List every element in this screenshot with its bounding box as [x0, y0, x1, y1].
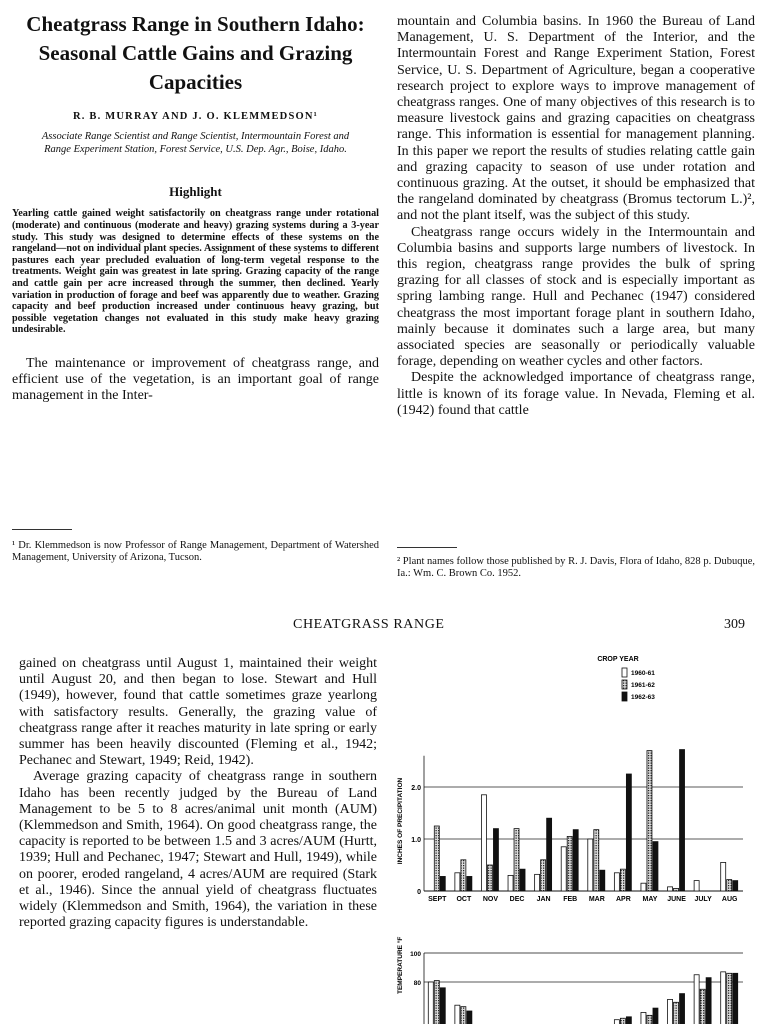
figure-charts	[388, 640, 768, 1024]
y-tick-label: 1.0	[411, 837, 421, 844]
temp-bar	[461, 1007, 466, 1024]
precip-bar	[514, 829, 519, 891]
x-tick-label: MAY	[642, 896, 658, 903]
precip-bar	[626, 774, 631, 891]
x-tick-label: NOV	[482, 896, 499, 903]
precip-bar	[455, 873, 460, 891]
precip-bar	[547, 818, 552, 891]
intro-paragraph: The maintenance or improvement of cheatgrass range, and efficient use of the vegetation, is an important goal of range management in the Inter-	[12, 355, 379, 404]
y-tick-label: 2.0	[411, 785, 421, 792]
temp-bar	[614, 1020, 619, 1024]
temp-bar	[706, 978, 711, 1024]
temp-y-tick-label: 100	[410, 951, 421, 958]
precip-bar	[493, 829, 498, 891]
legend-label: 1960-61	[631, 670, 655, 677]
precip-bar	[727, 880, 732, 891]
temp-bar	[668, 999, 673, 1024]
temp-y-tick-label: 80	[413, 980, 421, 987]
footnote-2: ² Plant names follow those published by R. J. Davis, Flora of Idaho, 828 p. Dubuque, Ia.: Wm. C. Brown Co. 1952.	[397, 556, 755, 579]
temp-bar	[647, 1015, 652, 1024]
temp-bar	[680, 994, 685, 1024]
x-tick-label: JUNE	[667, 896, 686, 903]
legend-title: CROP YEAR	[597, 656, 639, 663]
x-tick-label: JAN	[536, 896, 551, 903]
temp-bar	[467, 1011, 472, 1024]
temp-bar	[455, 1005, 460, 1024]
x-tick-label: JULY	[694, 896, 712, 903]
legend-swatch	[622, 692, 627, 701]
temp-bar	[733, 973, 738, 1024]
footnote-rule	[12, 529, 72, 530]
temp-bar	[641, 1012, 646, 1024]
article-title: Cheatgrass Range in Southern Idaho: Seasonal Cattle Gains and Grazing Capacities	[26, 12, 365, 94]
temp-bar	[434, 981, 439, 1024]
precip-bar	[520, 869, 525, 891]
precip-bar	[508, 875, 513, 891]
x-tick-label: DEC	[509, 896, 525, 903]
precip-bar	[668, 887, 673, 891]
precip-bar	[614, 873, 619, 891]
temp-bar	[620, 1018, 625, 1024]
legend-label: 1961-62	[631, 682, 655, 689]
x-tick-label: FEB	[563, 896, 578, 903]
precip-bar	[567, 836, 572, 891]
highlight-heading: Highlight	[169, 184, 222, 200]
temp-bar	[694, 975, 699, 1024]
affiliation: Associate Range Scientist and Range Scientist, Intermountain Forest and Range Experiment Station, Forest Service, U.S. Dep. Agr., Boise, Idaho.	[41, 131, 350, 156]
y-axis-label: INCHES OF PRECIPITATION	[397, 777, 404, 865]
lower-left-column	[19, 656, 377, 931]
highlight-text: Yearling cattle gained weight satisfactorily on cheatgrass range under rotational (moderate) and continuous (moderate and heavy) grazing systems during a 3-year study. This study was designed to determine effects of these systems on the rangeland—not on individual plant species. Assignment of these systems to different pastures each year precluded evaluation of long-term vegetal response to the treatments. Weight gain was greatest in late spring. Grazing capacity of the range and cattle gain per acre increased through the summer, then declined. Yearly variation in production of forage and beef was apparently due to weather. Grazing capacity and beef production increased under continuous heavy grazing, but possible vegetation changes not evaluated in this study make heavy grazing undesirable.	[12, 208, 379, 336]
precip-bar	[653, 842, 658, 891]
precip-bar	[487, 865, 492, 891]
precip-bar	[647, 751, 652, 891]
precip-bar	[461, 860, 466, 891]
legend-swatch	[622, 668, 627, 677]
precip-bar	[541, 860, 546, 891]
legend-label: 1962-63	[631, 694, 655, 701]
temp-bar	[721, 972, 726, 1024]
right-paragraph-1: mountain and Columbia basins. In 1960 the Bureau of Land Management, U. S. Department of the Interior, and the Intermountain Forest and Range Experiment Station, Forest Service, U. S. Department of Agriculture, began a cooperative research project to explore ways to improve management of cheatgrass ranges. One of many objectives of this research is to measure livestock gains and grazing capacities on cheatgrass range. This information is essential for management planning. In this paper we report the results of studies relating cattle gain and grazing capacity to season of use under rotation and continuous grazing. At the outset, it should be emphasized that the rangeland dominated by cheatgrass (Bromus tectorum L.)², and not the plant itself, was the subject of this study.	[397, 14, 755, 224]
running-title: CHEATGRASS RANGE	[293, 617, 445, 632]
temp-bar	[674, 1002, 679, 1024]
precip-bar	[680, 750, 685, 891]
lower-paragraph-2: Average grazing capacity of cheatgrass range in southern Idaho has been recently judged by the Bureau of Land Management to be 5 to 8 acres/animal unit month (AUM) (Klemmedson and Smith, 1964). On good cheatgrass range, the capacity is reported to be between 1.5 and 3 acres/AUM (Hurtt, 1939; Hull and Pechanec, 1947; Stewart and Hull, 1949), while on poorer, eroded rangeland, 4 acres/AUM are required (Stark et al., 1946). Since the annual yield of cheatgrass fluctuates widely (Klemmedson and Smith, 1964), the variation in these reported grazing capacity figures is understandable.	[19, 769, 377, 931]
x-tick-label: APR	[615, 896, 631, 903]
temp-bar	[653, 1008, 658, 1024]
x-tick-label: SEPT	[428, 896, 447, 903]
temp-bar	[626, 1017, 631, 1024]
precip-bar	[620, 869, 625, 891]
precip-bar	[481, 795, 486, 891]
precip-bar	[440, 876, 445, 891]
precip-bar	[721, 862, 726, 891]
precip-bar	[467, 876, 472, 891]
precip-bar	[573, 830, 578, 891]
footnote-rule-2	[397, 547, 457, 548]
precip-bar	[641, 883, 646, 891]
x-tick-label: MAR	[588, 896, 605, 903]
precip-bar	[600, 870, 605, 891]
precip-bar	[594, 830, 599, 891]
footnote-1: ¹ Dr. Klemmedson is now Professor of Range Management, Department of Watershed Management, University of Arizona, Tucson.	[12, 540, 379, 563]
precip-bar	[561, 847, 566, 891]
right-paragraph-3: Despite the acknowledged importance of cheatgrass range, little is known of its forage value. In Nevada, Fleming et al. (1942) found that cattle	[397, 370, 755, 418]
y-tick-label: 0	[417, 889, 421, 896]
right-column	[397, 14, 755, 419]
temp-bar	[700, 989, 705, 1024]
temp-bar	[428, 982, 433, 1024]
precip-bar	[694, 881, 699, 891]
right-paragraph-2: Cheatgrass range occurs widely in the Intermountain and Columbia basins and supports large numbers of livestock. In this region, cheatgrass range provides the bulk of spring grazing for all classes of stock and is especially important as spring lambing range. Hull and Pechanec (1947) considered cheatgrass the most important forage plant in southern Idaho, mainly because it dominates such a large area, but many associated species are seasonally or periodically valuable forage, depending on weather cycles and other factors.	[397, 224, 755, 370]
page-number: 309	[724, 617, 745, 632]
authors: R. B. MURRAY AND J. O. KLEMMEDSON¹	[72, 111, 318, 122]
temp-bar	[727, 973, 732, 1024]
legend-swatch	[622, 680, 627, 689]
precip-bar	[434, 826, 439, 891]
temp-bar	[440, 988, 445, 1024]
precip-bar	[674, 888, 679, 891]
x-tick-label: OCT	[456, 896, 472, 903]
left-column	[12, 10, 379, 405]
temp-y-axis-label: TEMPERATURE °F	[397, 936, 404, 994]
precip-bar	[733, 881, 738, 891]
x-tick-label: AUG	[721, 896, 738, 903]
lower-paragraph-1: gained on cheatgrass until August 1, maintained their weight until August 20, and then began to lose. Stewart and Hull (1949), however, found that cattle sometimes graze yearlong with satisfactory results. Generally, the grazing value of cheatgrass range after it reaches maturity in late spring or early summer has been heavily discounted (Fleming et al., 1942; Pechanec and Stewart, 1949; Reid, 1942).	[19, 656, 377, 769]
precip-bar	[588, 839, 593, 891]
precip-bar	[535, 874, 540, 891]
